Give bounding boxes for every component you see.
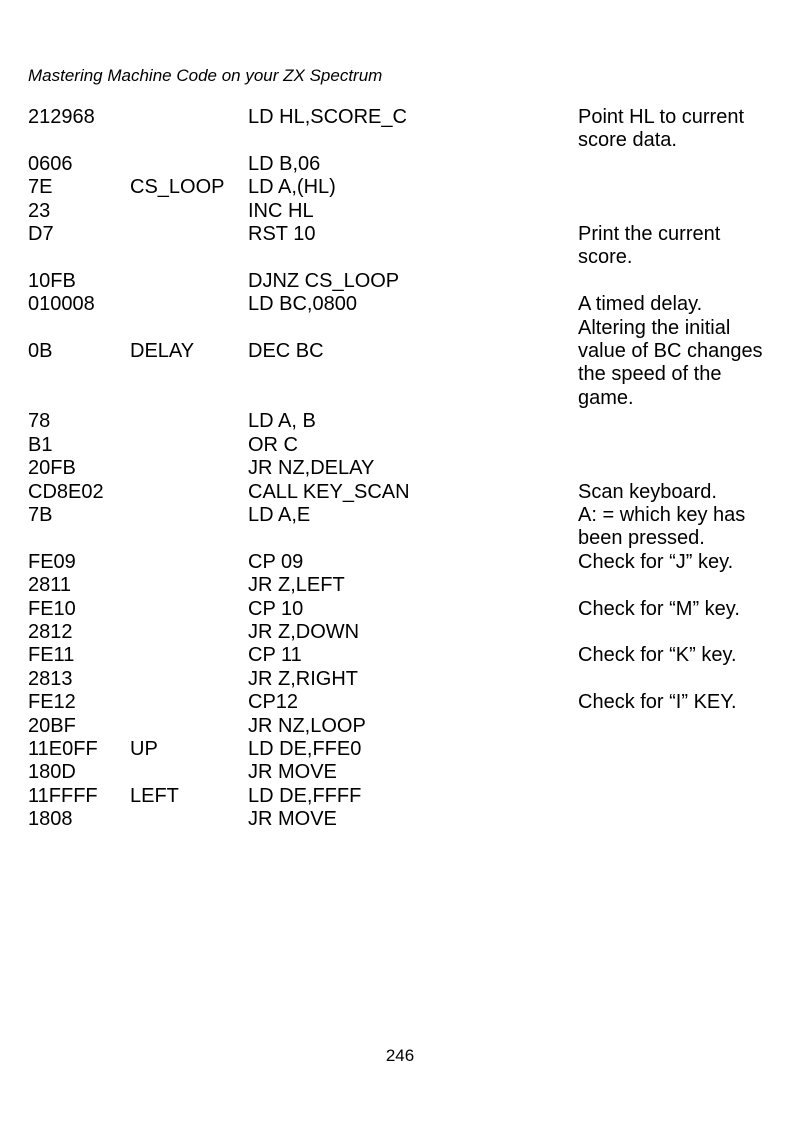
listing-row — [28, 410, 773, 433]
listing-row — [28, 457, 773, 480]
label: CS_LOOP — [130, 176, 225, 199]
label — [130, 504, 248, 551]
hex-code: 180D — [28, 761, 76, 784]
hex-code: 0606 — [28, 152, 73, 175]
comment: Check for “J” key. — [578, 550, 734, 573]
comment: Check for “I” KEY. — [578, 691, 737, 714]
instruction: LD A,(HL) — [248, 176, 336, 199]
instruction: LD B,06 — [248, 152, 321, 175]
assembly-listing — [28, 106, 773, 832]
label — [130, 153, 248, 176]
label — [130, 200, 248, 223]
listing-row — [28, 761, 773, 784]
instruction: JR MOVE — [248, 761, 337, 784]
hex-code: 20FB — [28, 457, 76, 480]
label — [130, 457, 248, 480]
instruction: DJNZ CS_LOOP — [248, 269, 400, 292]
instruction: OR C — [248, 433, 298, 456]
comment: A: = which key has been pressed. — [578, 503, 746, 550]
comment — [578, 668, 773, 691]
instruction: JR Z,RIGHT — [248, 667, 358, 690]
listing-row — [28, 574, 773, 597]
label: UP — [130, 737, 158, 760]
comment — [578, 761, 773, 784]
instruction: JR Z,DOWN — [248, 620, 360, 643]
listing-row — [28, 340, 773, 410]
comment — [578, 153, 773, 176]
instruction: CP12 — [248, 691, 299, 714]
instruction: LD HL,SCORE_C — [248, 106, 407, 128]
hex-code: 7E — [28, 176, 53, 199]
listing-row — [28, 691, 773, 714]
listing-row — [28, 153, 773, 176]
comment — [578, 621, 773, 644]
instruction: CP 09 — [248, 550, 304, 573]
instruction — [248, 317, 578, 340]
listing-row — [28, 481, 773, 504]
listing-row — [28, 270, 773, 293]
hex-code: 0B — [28, 340, 53, 363]
label — [130, 808, 248, 831]
label: DELAY — [130, 340, 195, 363]
instruction: CP 11 — [248, 644, 302, 667]
instruction: INC HL — [248, 199, 314, 222]
hex-code: 78 — [28, 410, 51, 433]
listing-row — [28, 808, 773, 831]
comment — [578, 410, 773, 433]
hex-code: 20BF — [28, 714, 76, 737]
listing-row — [28, 644, 773, 667]
label — [130, 551, 248, 574]
instruction: LD DE,FFE0 — [248, 737, 362, 760]
comment — [578, 574, 773, 597]
instruction: DEC BC — [248, 340, 324, 363]
comment: Check for “M” key. — [578, 597, 740, 620]
listing-row — [28, 668, 773, 691]
label — [130, 223, 248, 270]
hex-code: CD8E02 — [28, 480, 104, 503]
hex-code: 23 — [28, 199, 51, 222]
comment: Check for “K” key. — [578, 644, 737, 667]
hex-code: 212968 — [28, 106, 95, 128]
label — [130, 715, 248, 738]
listing-row — [28, 106, 773, 153]
label — [130, 481, 248, 504]
label — [130, 691, 248, 714]
comment: A timed delay. — [578, 293, 703, 316]
hex-code: 10FB — [28, 269, 76, 292]
instruction: JR NZ,LOOP — [248, 714, 366, 737]
label — [130, 644, 248, 667]
hex-code: FE11 — [28, 644, 75, 667]
listing-row — [28, 598, 773, 621]
comment — [578, 715, 773, 738]
hex-code: 7B — [28, 503, 53, 526]
hex-code: FE12 — [28, 691, 76, 714]
instruction: LD A, B — [248, 410, 316, 433]
hex-code: 11FFFF — [28, 784, 98, 807]
comment — [578, 434, 773, 457]
listing-row — [28, 785, 773, 808]
listing-row — [28, 176, 773, 199]
listing-row — [28, 317, 773, 340]
comment: Altering the initial — [578, 316, 731, 339]
label — [130, 761, 248, 784]
comment: Point HL to current score data. — [578, 106, 745, 152]
hex-code: FE09 — [28, 550, 76, 573]
label — [130, 598, 248, 621]
instruction: JR Z,LEFT — [248, 574, 345, 597]
label — [130, 410, 248, 433]
instruction: CP 10 — [248, 597, 304, 620]
label — [130, 621, 248, 644]
comment: Scan keyboard. — [578, 480, 717, 503]
comment: Print the current score. — [578, 223, 721, 269]
label — [130, 293, 248, 316]
comment — [578, 738, 773, 761]
instruction: LD A,E — [248, 503, 311, 526]
comment — [578, 176, 773, 199]
listing-row — [28, 223, 773, 270]
comment — [578, 200, 773, 223]
instruction: CALL KEY_SCAN — [248, 480, 410, 503]
hex-code: D7 — [28, 223, 54, 246]
instruction: RST 10 — [248, 223, 316, 246]
hex-code: 2812 — [28, 620, 73, 643]
instruction: JR MOVE — [248, 808, 337, 831]
listing-row — [28, 715, 773, 738]
comment — [578, 270, 773, 293]
label — [130, 106, 248, 153]
label: LEFT — [130, 784, 179, 807]
label — [130, 270, 248, 293]
instruction: LD BC,0800 — [248, 293, 357, 316]
label — [130, 668, 248, 691]
hex-code: 1808 — [28, 808, 73, 831]
comment — [578, 457, 773, 480]
instruction: LD DE,FFFF — [248, 784, 362, 807]
comment: value of BC changes the speed of the game. — [578, 340, 763, 409]
instruction: JR NZ,DELAY — [248, 457, 375, 480]
hex-code: 2811 — [28, 574, 72, 597]
comment — [578, 785, 773, 808]
listing-row — [28, 551, 773, 574]
label — [130, 574, 248, 597]
listing-row — [28, 621, 773, 644]
comment — [578, 808, 773, 831]
label — [130, 317, 248, 340]
hex-code: 2813 — [28, 667, 73, 690]
hex-code — [28, 317, 130, 340]
hex-code: FE10 — [28, 597, 76, 620]
hex-code: 010008 — [28, 293, 95, 316]
listing-row — [28, 200, 773, 223]
listing-row — [28, 738, 773, 761]
page-number: 246 — [385, 1046, 415, 1065]
listing-row — [28, 293, 773, 316]
listing-row — [28, 504, 773, 551]
running-header: Mastering Machine Code on your ZX Spectrum — [28, 66, 383, 85]
label — [130, 434, 248, 457]
hex-code: B1 — [28, 433, 53, 456]
listing-row — [28, 434, 773, 457]
hex-code: 11E0FF — [28, 737, 98, 760]
